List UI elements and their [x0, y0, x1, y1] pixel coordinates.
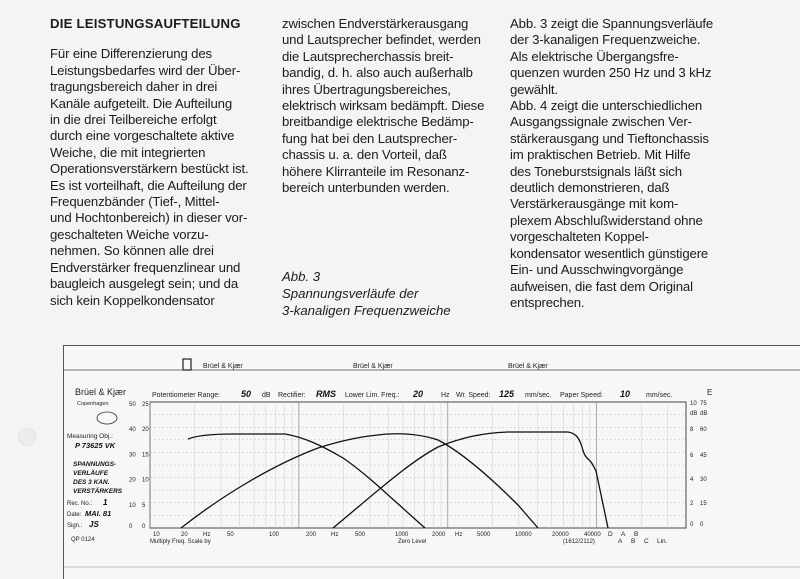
right-tick-label: dB: [690, 411, 698, 417]
curve-mid-channel: [181, 434, 538, 528]
right-tick-label: 4: [690, 477, 694, 483]
frequency-scale: [153, 532, 601, 538]
wr-speed-value: 125: [499, 389, 515, 399]
weight-letter: Lin.: [657, 538, 668, 545]
article-column-2: [282, 16, 497, 196]
weight-letter: A: [621, 531, 626, 538]
pot-db-label: dB: [262, 392, 271, 399]
weight-letter: A: [618, 538, 623, 545]
right-db-scale: [690, 401, 707, 528]
weighting-letters: [608, 531, 668, 545]
lower-lim-value: 20: [413, 389, 424, 399]
freq-tick-label: 500: [355, 532, 366, 538]
brand-top-2: Brüel & Kjær: [353, 363, 393, 370]
note-line: DES 3 KAN.: [73, 479, 110, 486]
note-line: VERLÄUFE: [73, 470, 109, 477]
freq-tick-label: 10000: [515, 532, 532, 538]
freq-note: (1612/2112): [563, 539, 595, 545]
left-tick-label: 25: [142, 402, 149, 408]
freq-tick-label: Hz: [203, 532, 211, 538]
date-value: MAI. 81: [85, 509, 112, 518]
rectifier-label: Rectifier:: [278, 392, 306, 399]
right-tick-label: 6: [690, 453, 694, 459]
date-label: Date:: [67, 512, 82, 518]
left-db-scale: [129, 402, 149, 530]
figure-caption: Abb. 3 Spannungsverläufe der 3-kanaligen Frequenzweiche: [282, 269, 451, 318]
sign-label: Sign.:: [67, 523, 83, 529]
weight-letter: D: [608, 531, 613, 538]
measuring-obj-label: Measuring Obj.:: [67, 433, 113, 440]
weight-letter: C: [644, 538, 649, 545]
wr-speed-unit: mm/sec.: [525, 392, 552, 399]
freq-tick-label: 50: [227, 532, 234, 538]
freq-tick-label: 40000: [584, 532, 601, 538]
left-tick-label: 40: [129, 427, 136, 434]
left-tick-label: 10: [142, 477, 149, 484]
left-tick-label: 50: [129, 402, 136, 408]
right-tick-label: 15: [700, 501, 707, 507]
multiply-label: Multiply Freq. Scale by: [150, 539, 211, 545]
freq-tick-label: 20000: [552, 532, 569, 538]
lower-lim-label: Lower Lim. Freq.:: [345, 392, 400, 399]
left-tick-label: 0: [142, 524, 146, 530]
right-tick-label: 45: [700, 453, 707, 459]
right-tick-label: 0: [690, 522, 694, 528]
level-recorder-chart: [63, 345, 800, 578]
freq-tick-label: 200: [306, 532, 317, 538]
article-paragraph-2: zwischen Endverstärkerausgang und Lautsprecher befindet, werden die Lautsprecherchassis breit- bandig, d. h. also auch außerhalb ihres Übertragungsbereiches, elektrisch wirksam bedämpft. Diese breitbandige elektrische Bedämp- fung hat bei den Lautsprecher- chassis u. a. den Vorteil, daß höhere Klirranteile im Resonanz- bereich unterbunden werden.: [282, 16, 485, 196]
freq-tick-label: 1000: [395, 532, 409, 538]
right-tick-label: dB: [700, 411, 708, 417]
left-tick-label: 0: [129, 524, 133, 530]
note-line: SPANNUNGS-: [73, 461, 117, 468]
brand-top-1: Brüel & Kjær: [203, 363, 243, 370]
note-line: VERSTÄRKERS: [73, 488, 123, 495]
rec-no-label: Rec. No.:: [67, 501, 93, 507]
right-tick-label: 30: [700, 477, 707, 483]
left-tick-label: 20: [142, 427, 149, 434]
sign-value: JS: [89, 520, 99, 529]
freq-tick-label: 5000: [477, 532, 491, 538]
qp-label: QP 0124: [71, 537, 95, 543]
lower-lim-hz: Hz: [441, 392, 450, 399]
weight-letter: B: [634, 531, 639, 538]
freq-tick-label: 100: [269, 532, 280, 538]
left-tick-label: 10: [129, 502, 136, 509]
left-tick-label: 15: [142, 452, 149, 459]
brand-main: Brüel & Kjær: [75, 387, 127, 397]
paper-speed-unit: mm/sec.: [646, 392, 673, 399]
curve-high-channel: [333, 432, 608, 528]
freq-tick-label: 10: [153, 532, 160, 538]
right-tick-label: 60: [700, 427, 707, 433]
left-tick-label: 20: [129, 477, 136, 484]
zero-level-label: Zero Level: [398, 539, 427, 545]
weight-letter: B: [631, 538, 636, 545]
punch-hole-left: [18, 428, 36, 446]
rectifier-value: RMS: [316, 389, 336, 399]
paper-speed-value: 10: [620, 389, 631, 399]
right-tick-label: 10: [690, 401, 697, 407]
bk-logo-icon: [97, 412, 117, 424]
rec-no-value: 1: [103, 498, 108, 507]
freq-tick-label: 20: [181, 532, 188, 538]
stylus-marker-icon: [183, 359, 191, 370]
brand-top-3: Brüel & Kjær: [508, 363, 548, 370]
article-heading: DIE LEISTUNGSAUFTEILUNG: [50, 16, 241, 31]
copenhagen-label: Copenhagen: [77, 401, 109, 407]
pot-range-value: 50: [241, 389, 252, 399]
right-tick-label: 0: [700, 522, 704, 528]
article-paragraph-1: Für eine Differenzierung des Leistungsbedarfes wird der Über- tragungsbereich daher in drei Kanäle aufgeteilt. Die Aufteilung in die drei Teilbereiche erfolgt durch eine vorgeschaltete aktive Weiche, die mit integrierten Operationsverstärkern bestückt ist. Es ist vorteilhaft, die Aufteilung der Frequenzbänder (Tief-, Mittel- und Hochtonbereich) in dieser vor- geschalteten Weiche vorzu- nehmen. So können alle drei Endverstärker frequenzlinear und baugleich ausgelegt sein; und da sich kein Koppelkondensator: [50, 46, 249, 308]
chart-grid: [150, 402, 686, 528]
article-column-1: [50, 16, 265, 309]
handwritten-note: [73, 461, 123, 495]
freq-tick-label: Hz: [455, 532, 463, 538]
measuring-obj-value: P 73625 VK: [75, 441, 116, 450]
right-tick-label: 8: [690, 427, 694, 433]
header-e: E: [707, 388, 713, 397]
left-tick-label: 5: [142, 502, 146, 509]
freq-tick-label: 2000: [432, 532, 446, 538]
paper-speed-label: Paper Speed:: [560, 392, 603, 399]
article-paragraph-3: Abb. 3 zeigt die Spannungsverläufe der 3-kanaligen Frequenzweiche. Als elektrische Übergangsfre- quenzen wurden 250 Hz und 3 kHz gewählt. Abb. 4 zeigt die unterschiedlichen Ausgangssignale zwischen Ver- stärkerausgang und Tieftonchassis im praktischen Betrieb. Mit Hilfe des Toneburstsignals läßt sich deutlich demonstrieren, daß Verstärkerausgänge mit kom- plexem Abschlußwiderstand ohne vorgeschalteten Koppel- kondensator wesentlich günstigere Ein- und Ausschwingvorgänge aufweisen, die fast dem Original entsprechen.: [510, 16, 714, 310]
left-tick-label: 30: [129, 452, 136, 459]
right-tick-label: 2: [690, 501, 694, 507]
wr-speed-label: Wr. Speed:: [456, 392, 491, 399]
freq-tick-label: Hz: [331, 532, 339, 538]
article-column-3: [510, 16, 755, 311]
right-tick-label: 75: [700, 401, 707, 407]
pot-range-label: Potentiometer Range:: [152, 392, 221, 399]
